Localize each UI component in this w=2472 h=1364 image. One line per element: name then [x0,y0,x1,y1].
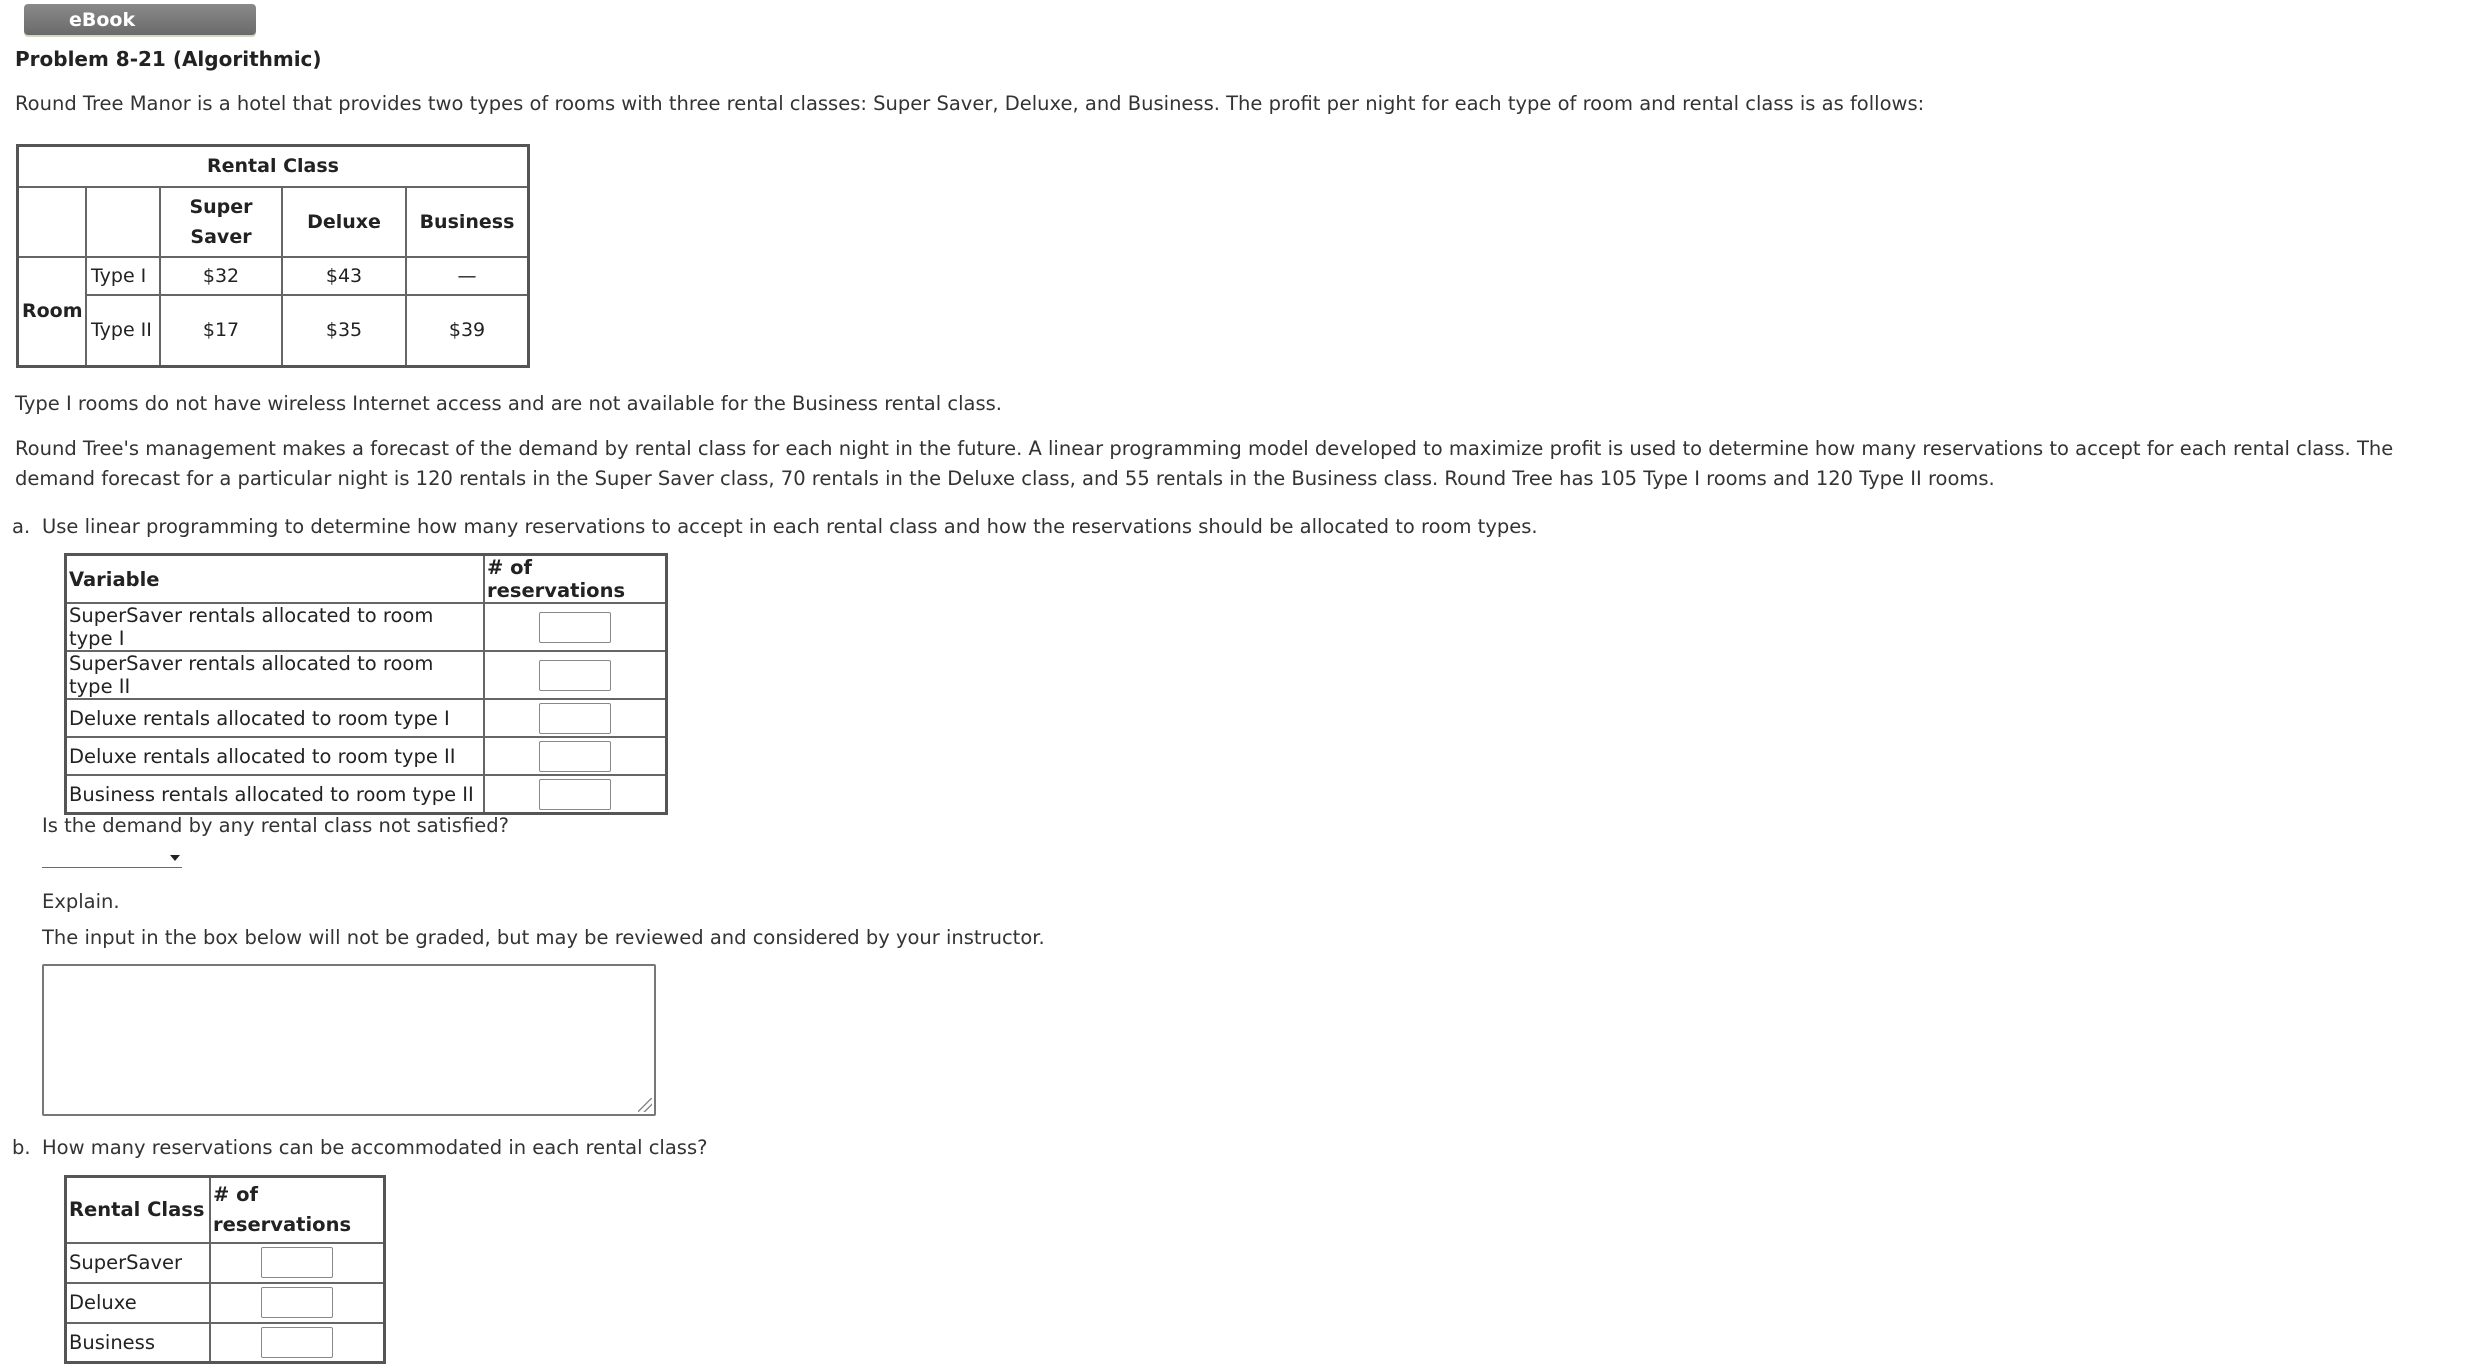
demand-question: Is the demand by any rental class not satisfied? [42,814,509,837]
wireless-note: Type I rooms do not have wireless Internet access and are not available for the Business rental class. [15,392,1002,415]
col-reservations: # of reservations [210,1177,385,1243]
table-row [66,699,667,737]
cell-value: $17 [160,295,282,367]
rental-class-label: Deluxe [66,1283,211,1323]
explain-note: The input in the box below will not be graded, but may be reviewed and considered by your instructor. [42,926,1045,949]
empty-corner [86,187,160,257]
table-row [66,603,667,651]
demand-select[interactable] [42,850,182,868]
reservation-input[interactable] [261,1247,333,1278]
table-row [66,1243,385,1283]
col-super-saver: Super Saver [160,187,282,257]
explain-label: Explain. [42,890,120,913]
cell-value: — [406,257,529,295]
variable-label: SuperSaver rentals allocated to room type II [66,651,485,699]
capacity-table [64,1175,386,1364]
row-group-room: Room [18,257,87,367]
col-rental-class: Rental Class [66,1177,211,1243]
table-row [66,1283,385,1323]
reservation-input[interactable] [539,741,611,772]
variable-label: Business rentals allocated to room type II [66,775,485,814]
cell-value: $35 [282,295,406,367]
col-deluxe: Deluxe [282,187,406,257]
cell-value: $43 [282,257,406,295]
problem-title: Problem 8-21 (Algorithmic) [15,47,322,71]
reservation-input[interactable] [539,703,611,734]
col-variable: Variable [66,555,485,604]
variable-label: Deluxe rentals allocated to room type II [66,737,485,775]
table-row [66,775,667,814]
part-b-marker: b. [12,1136,31,1159]
rental-class-label: SuperSaver [66,1243,211,1283]
rental-class-label: Business [66,1323,211,1363]
empty-corner [18,187,87,257]
col-reservations: # of reservations [484,555,667,604]
explain-textarea[interactable] [42,964,656,1116]
profit-table [16,144,530,368]
row-label-type-1: Type I [86,257,160,295]
reservation-input[interactable] [261,1287,333,1318]
table-row [66,737,667,775]
variable-label: SuperSaver rentals allocated to room type I [66,603,485,651]
part-a-marker: a. [12,515,31,538]
reservation-input[interactable] [539,612,611,643]
cell-value: $32 [160,257,282,295]
reservation-input[interactable] [539,660,611,691]
part-a-question: Use linear programming to determine how many reservations to accept in each rental class and how the reservations should be allocated to room types. [42,515,1538,538]
resize-handle-icon[interactable] [638,1098,652,1112]
part-b-question: How many reservations can be accommodated in each rental class? [42,1136,708,1159]
table-row [66,1323,385,1363]
rental-class-header: Rental Class [18,146,529,187]
reservation-input[interactable] [539,779,611,810]
problem-intro: Round Tree Manor is a hotel that provides two types of rooms with three rental classes: Super Saver, Deluxe, and Business. The profit per night for each type of room and rental class is as follows: [15,92,1925,115]
cell-value: $39 [406,295,529,367]
variable-label: Deluxe rentals allocated to room type I [66,699,485,737]
ebook-button[interactable]: eBook [24,4,256,35]
row-label-type-2: Type II [86,295,160,367]
table-row [66,651,667,699]
chevron-down-icon [170,855,180,861]
col-business: Business [406,187,529,257]
reservation-input[interactable] [261,1327,333,1358]
variables-table [64,553,668,815]
forecast-paragraph: Round Tree's management makes a forecast of the demand by rental class for each night in the future. A linear programming model developed to maximize profit is used to determine how many reservations to accept for each rental class. The demand forecast for a particular night is 120 rentals in the Super Saver class, 70 rentals in the Deluxe class, and 55 rentals in the Business class. Round Tree has 105 Type I rooms and 120 Type II rooms. [15,437,2394,490]
